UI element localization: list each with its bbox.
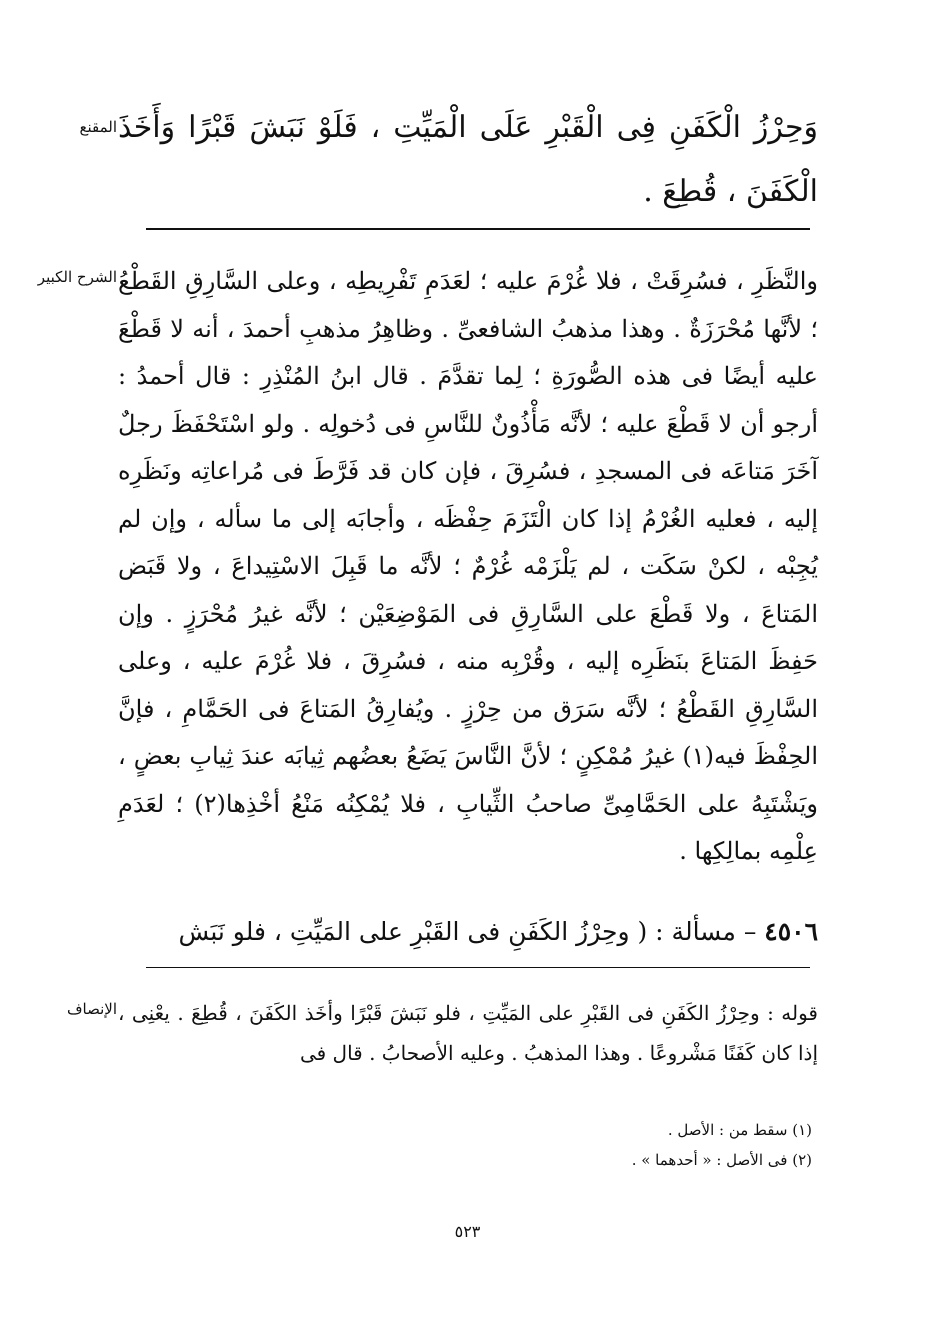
footnote: (٢) فى الأصل : « أحدهما » . — [631, 1151, 812, 1169]
divider-bottom — [146, 967, 810, 968]
masala-heading — [118, 910, 818, 954]
label-sharh: الشرح الكبير — [37, 268, 117, 286]
sharh-text: والنَّظَرِ ، فسُرِقَتْ ، فلا غُرْمَ عليه ؛ لعَدَمِ تَفْرِيطِه ، وعلى السَّارِقِ القَطْعُ ؛ لأنَّها مُحْرَزَةٌ . وهذا مذهبُ الشافعىِّ . وظاهِرُ مذهبِ أحمدَ ، أنه لا قَطْعَ عليه أيضًا فى هذه الصُّورَةِ ؛ لِما تقدَّمَ . قال ابنُ المُنْذِرِ : قال أحمدُ : أرجو أن لا قَطْعَ عليه ؛ لأنَّه مَأْذُونٌ للنَّاسِ فى دُخولِه . ولو اسْتَحْفَظَ رجلٌ آخَرَ مَتاعَه فى المسجدِ ، فسُرِقَ ، فإن كان قد فَرَّطَ فى مُراعاتِه ونَظَرِه إليه ، فعليه الغُرْمُ إذا كان الْتَزَمَ حِفْظَه ، وأجابَه إلى ما سأله ، وإن لم يُجِبْه ، لكنْ سَكَت ، لم يَلْزَمْه غُرْمٌ ؛ لأنَّه ما قَبِلَ الاسْتِيداعَ ، ولا قَبَض المَتاعَ ، ولا قَطْعَ على السَّارِقِ فى المَوْضِعَيْن ؛ لأنَّه غيرُ مُحْرَزٍ . وإن حَفِظَ المَتاعَ بنَظَرِه إليه ، وقُرْبِه منه ، فسُرِقَ ، فلا غُرْمَ عليه ، وعلى السَّارِقِ القَطْعُ ؛ لأنَّه سَرَق من حِرْزٍ . ويُفارِقُ المَتاعَ فى الحَمَّامِ ، فإنَّ الحِفْظَ فيه(١) غيرُ مُمْكِنٍ ؛ لأنَّ النَّاسَ يَضَعُ بعضُهم ثِيابَه عندَ ثِيابِ بعضٍ ، ويَشْتَبِهُ على الحَمَّامِىِّ صاحبُ الثِّيابِ ، فلا يُمْكِنُه مَنْعُ أخْذِها(٢) ؛ لعَدَمِ عِلْمِه بمالِكِها . — [118, 267, 818, 865]
masala-text: – مسألة : ( وحِرْزُ الكَفَنِ فى القَبْرِ على المَيِّتِ ، فلو نَبَش — [178, 917, 757, 946]
footnotes — [300, 1115, 812, 1175]
footnote: (١) سقط من : الأصل . — [667, 1121, 812, 1139]
masala-number: ٤٥٠٦ — [764, 917, 818, 946]
label-muqni: المقنع — [79, 118, 117, 136]
label-insaf: الإنصاف — [66, 1000, 117, 1018]
muqni-text: وَحِرْزُ الْكَفَنِ فِى الْقَبْرِ عَلَى الْمَيِّتِ ، فَلَوْ نَبَشَ قَبْرًا وَأَخَذَ الْكَفَنَ ، قُطِعَ . — [118, 110, 818, 209]
page-number: ٥٢٣ — [454, 1222, 481, 1241]
divider-top — [146, 228, 810, 230]
insaf-text: قوله : وحِرْزُ الكَفَنِ فى القَبْرِ على المَيِّتِ ، فلو نَبَشَ قَبْرًا وأخَذ الكَفَنَ ، قُطِعَ . يعْنِى ، إذا كان كَفَنًا مَشْروعًا . وهذا المذهبُ . وعليه الأصحابُ . قال فى — [118, 1001, 818, 1065]
